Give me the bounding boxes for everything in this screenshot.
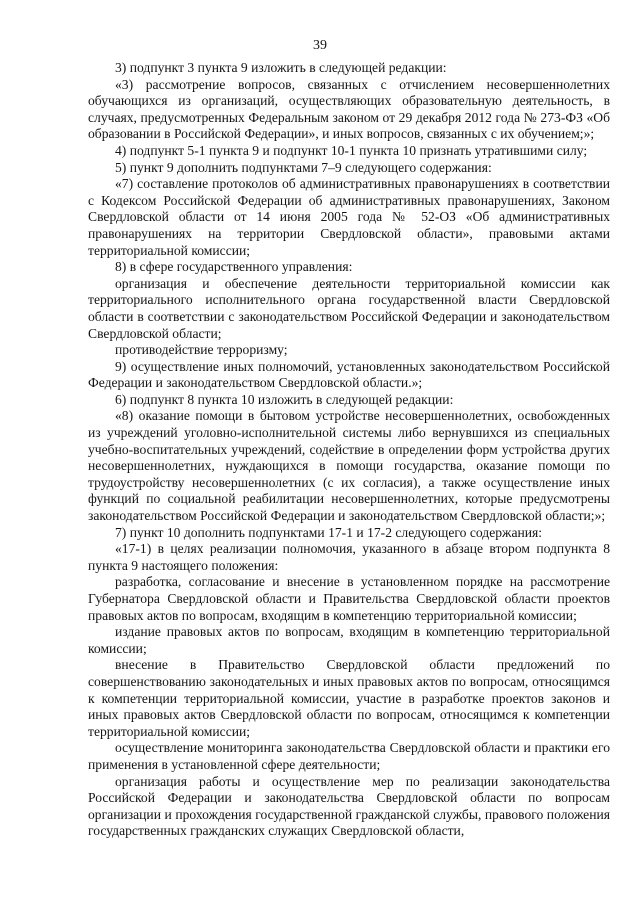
paragraph: организация работы и осуществление мер по реализации законодательства Российской Федерации и законодательства Свердловской области по вопросам организации и прохождения государственной гражданской службы, правового положения государственных гражданских служащих Свердловской области,: [88, 773, 610, 839]
paragraph: 3) подпункт 3 пункта 9 изложить в следующей редакции:: [115, 60, 447, 75]
paragraph: «17-1) в целях реализации полномочия, указанного в абзаце втором подпункта 8 пункта 9 настоящего положения:: [88, 541, 610, 573]
paragraph: «7) составление протоколов об административных правонарушениях в соответствии с Кодексом Российской Федерации об административных правонарушениях, Законом Свердловской области от 14 июня 2005 года № 52-ОЗ «Об административных правонарушениях на территории Свердловской области», правовыми актами территориальной комиссии;: [88, 176, 610, 258]
paragraph: 4) подпункт 5-1 пункта 9 и подпункт 10-1 пункта 10 признать утратившими силу;: [115, 142, 588, 158]
paragraph: 7) пункт 10 дополнить подпунктами 17-1 и 17-2 следующего содержания:: [115, 524, 543, 540]
paragraph: 6) подпункт 8 пункта 10 изложить в следующей редакции:: [115, 391, 454, 407]
paragraph: «8) оказание помощи в бытовом устройстве несовершеннолетних, освобожденных из учреждений уголовно-исполнительной системы либо вернувшихся из специальных учебно-воспитательных учреждений, содействие в определении форм устройства других несовершеннолетних, нуждающихся в помощи государства, оказание помощи по трудоустройству несовершеннолетних (с их согласия), а также осуществление иных функций по социальной реабилитации несовершеннолетних, которые предусмотрены законодательством Российской Федерации и законодательством Свердловской области;»;: [88, 408, 610, 524]
paragraph: 5) пункт 9 дополнить подпунктами 7–9 следующего содержания:: [115, 159, 492, 175]
paragraph: противодействие терроризму;: [115, 342, 288, 358]
paragraph: «3) рассмотрение вопросов, связанных с отчислением несовершеннолетних обучающихся из организаций, осуществляющих образовательную деятельность, в случаях, предусмотренных Федеральным законом от 29 декабря 2012 года № 273-ФЗ «Об образовании в Российской Федерации», и иных вопросов, связанных с их обучением;»;: [88, 76, 610, 142]
page-number: 39: [313, 38, 327, 53]
paragraph: внесение в Правительство Свердловской области предложений по совершенствованию законодательных и иных правовых актов по вопросам, относящимся к компетенции территориальной комиссии, участие в разработке проектов законов и иных правовых актов Свердловской области по вопросам, относящимся к компетенции территориальной комиссии;: [88, 657, 610, 739]
paragraph: издание правовых актов по вопросам, входящим в компетенцию территориальной комиссии;: [88, 624, 610, 656]
paragraph: организация и обеспечение деятельности территориальной комиссии как территориального исполнительного органа государственной власти Свердловской области в соответствии с законодательством Российской Федерации и законодательством Свердловской области;: [88, 275, 610, 341]
document-body: [88, 60, 610, 840]
paragraph: 8) в сфере государственного управления:: [115, 259, 353, 275]
paragraph: осуществление мониторинга законодательства Свердловской области и практики его применения в установленной сфере деятельности;: [88, 740, 610, 772]
paragraph: 9) осуществление иных полномочий, установленных законодательством Российской Федерации и законодательством Свердловской области.»;: [88, 358, 610, 391]
paragraph: разработка, согласование и внесение в установленном порядке на рассмотрение Губернатора Свердловской области и Правительства Свердловской области проектов правовых актов по вопросам, входящим в компетенцию территориальной комиссии;: [88, 574, 610, 623]
